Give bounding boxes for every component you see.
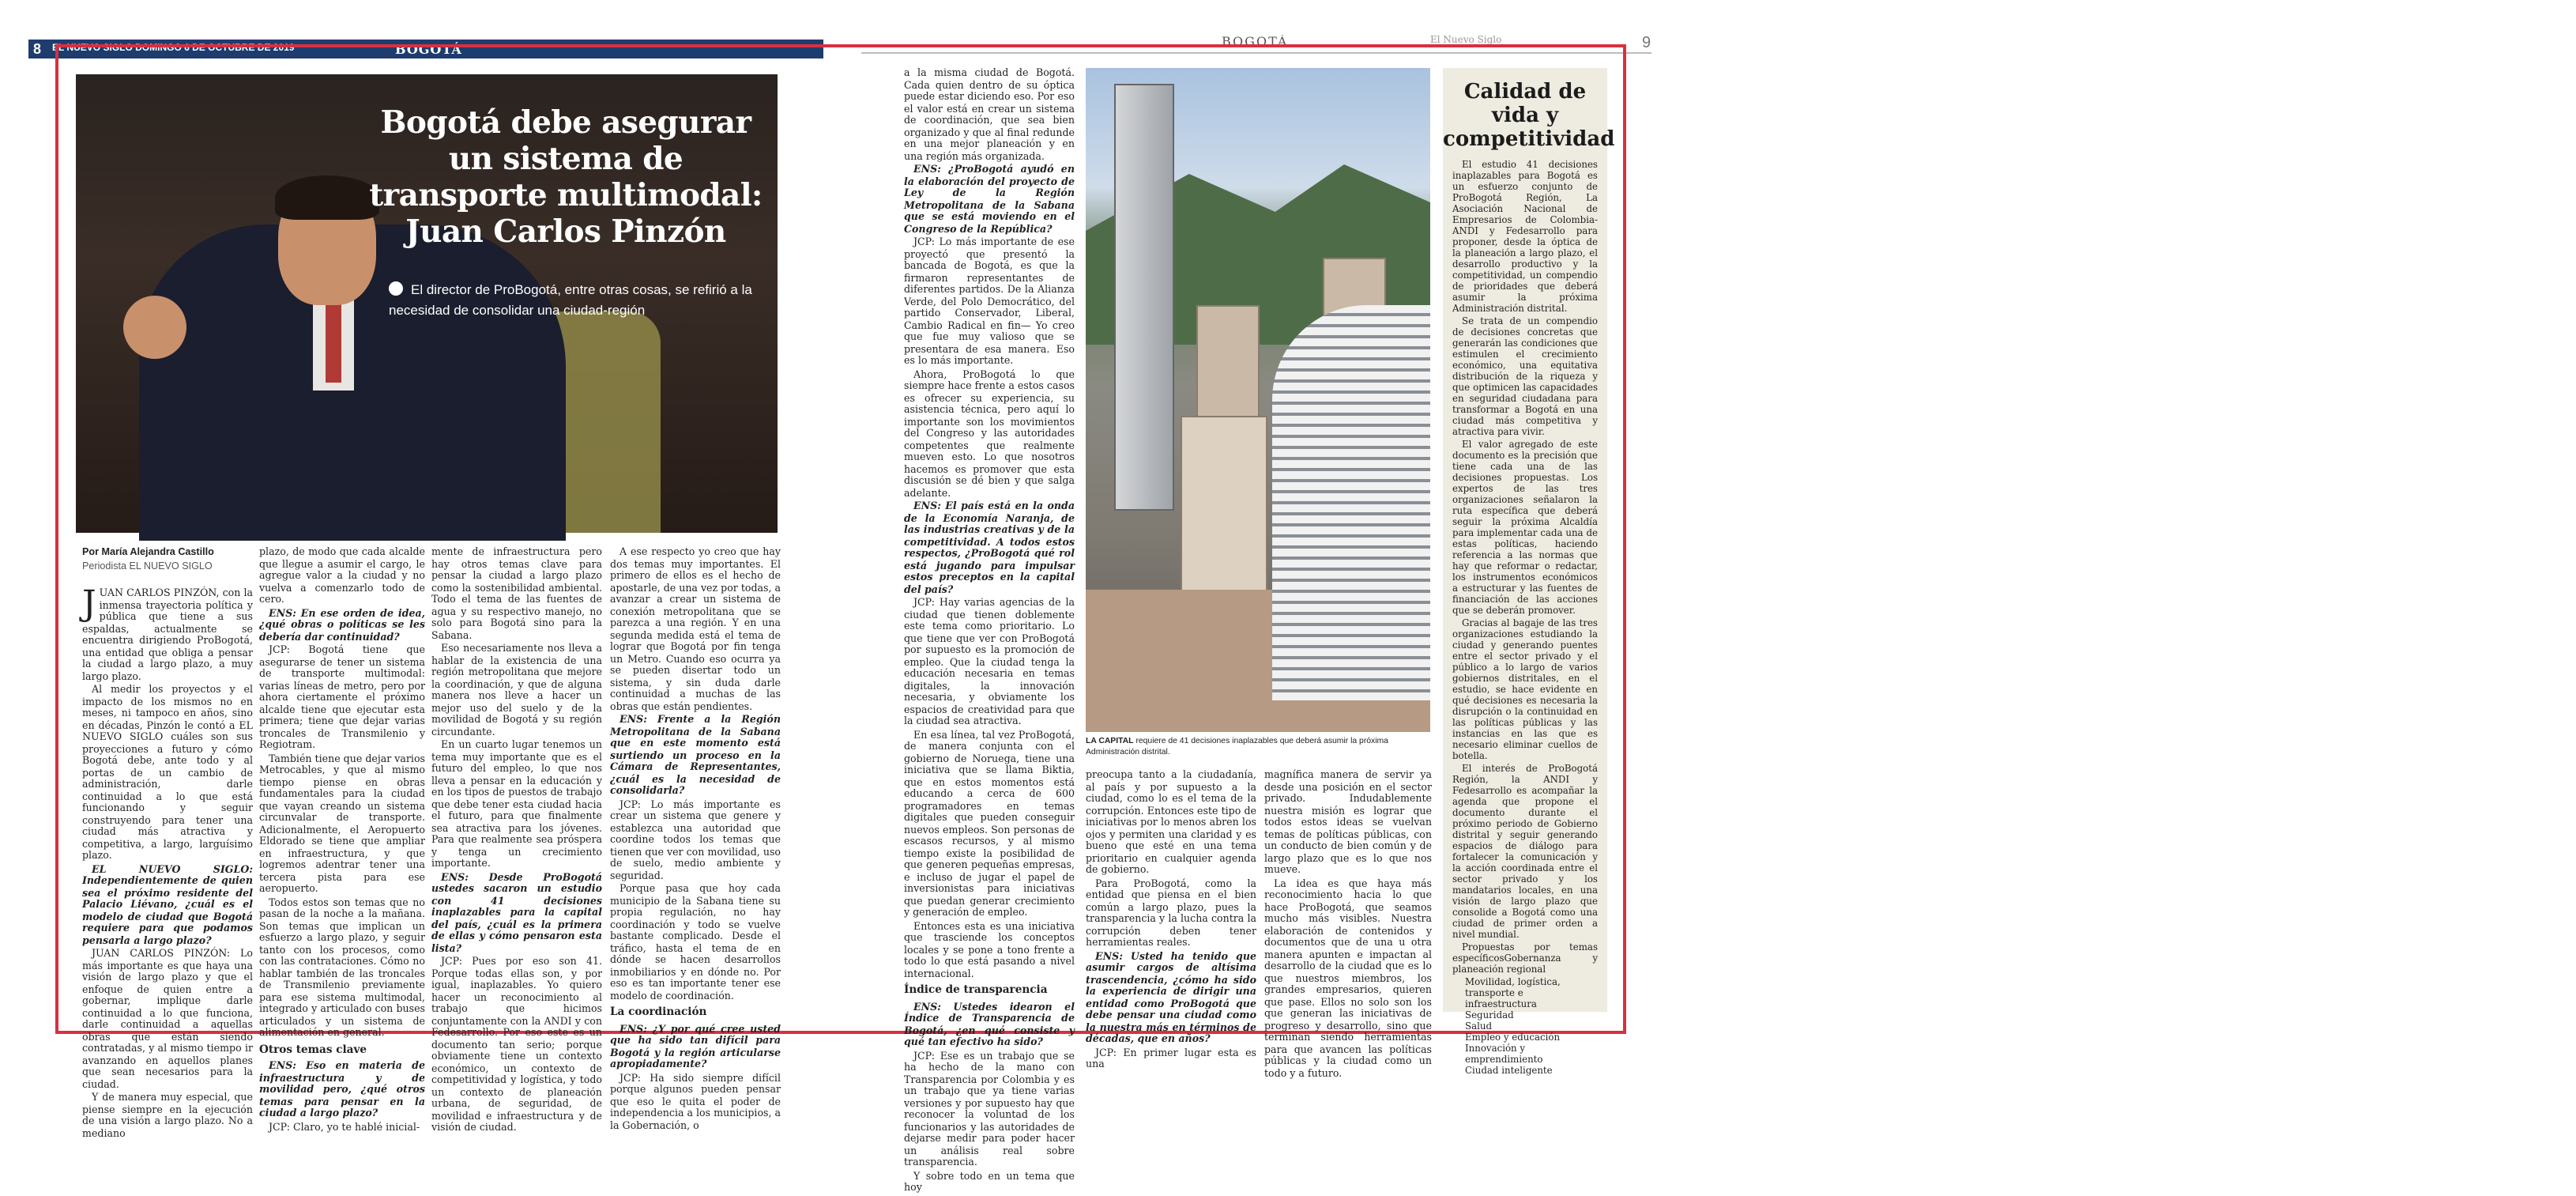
paragraph: Y sobre todo en un tema que hoy	[904, 1171, 1075, 1194]
paragraph: Todos estos son temas que no pasan de la noche a la mañana. Son temas que implican un esfuerzo a largo plazo, y seguir tanto con los procesos, como con las contrataciones. Cómo no hablar también de las troncales de Transmilenio previamente para ese sistema multimodal, integrado y articulado con buses articulados y un sistema de alimentación en general.	[259, 897, 425, 1039]
sidebar-list-item: Salud	[1465, 1023, 1492, 1032]
paragraph: También tiene que dejar varios Metrocables, y que al mismo tiempo piense en obras fundamentales para la ciudad que vayan creando un sistema circunvalar de transporte. Adicionalmente, el Aeropuerto Eldorado se tiene que ampliar en infraestructura, y que logremos adentrar tener una tercera pista para ese aeropuerto.	[259, 753, 425, 895]
curved-building-shape	[1272, 305, 1430, 700]
paragraph: Para ProBogotá, como la entidad que piensa en el bien común a largo plazo, pues la transparencia y la lucha contra la corrupción deben tener herramientas reales.	[1086, 878, 1256, 949]
paragraph: En esa línea, tal vez ProBogotá, de manera conjunta con el gobierno de Noruega, tiene una iniciativa que se llama Biktia, que en estos momentos está educando a cerca de 600 programadores en temas digitales que pueden conseguir nuevos empleos. Son personas de escasos recursos, y al mismo tiempo existe la posibilidad de que generen pequeñas empresas, e incluso de jugar el papel de inversionistas para iniciativas que puedan generar crecimiento y generación de empleo.	[904, 730, 1075, 919]
hand-shape	[123, 296, 186, 359]
sidebar-list-item: Movilidad, logística, transporte e infraestructura	[1465, 979, 1561, 1010]
paragraph: Y de manera muy especial, que piense siempre en la ejecución de una visión a largo plazo. No a mediano	[82, 1092, 253, 1139]
interview-question: EL NUEVO SIGLO: Independientemente de quien sea el próximo residente del Palacio Liévano, ¿cuál es el modelo de ciudad que Bogotá requiere para que podamos pensarla a largo plazo?	[82, 864, 253, 946]
interview-question: ENS: Usted ha tenido que asumir cargos de altísima trascendencia, ¿cómo ha sido la experiencia de dirigir una entidad como ProBogotá que debe pensar una ciudad como la nuestra más en términos de décadas, que en años?	[1086, 951, 1256, 1045]
byline-name: Por María Alejandra Castillo	[82, 547, 214, 558]
sidebar-title: Calidad de vida y competitividad	[1443, 81, 1615, 152]
photo-caption	[1086, 737, 1433, 757]
lead-text: UAN CARLOS PINZÓN, con la inmensa trayectoria política y pública que tiene a sus espaldas, actualmente se encuentra dirigiendo ProBogotá, una entidad que obliga a pensar la ciudad a largo plazo, a muy largo plazo.	[82, 588, 253, 682]
sidebar-list-item: Empleo y educación	[1465, 1034, 1561, 1043]
article-column-5	[904, 68, 1075, 1196]
article-column-2	[259, 547, 425, 1135]
subheading: Índice de transparencia	[904, 983, 1048, 996]
tie-shape	[326, 304, 341, 383]
subheading: Otros temas clave	[259, 1043, 367, 1055]
interview-answer: JCP: Lo más importante es crear un sistema que genere y establezca una autoridad que coordine todos los temas que tienen que ver con movilidad, uso de suelo, medio ambiente y seguridad.	[610, 799, 781, 881]
article-column-7	[1264, 770, 1432, 1081]
paragraph: plazo, de modo que cada alcalde que llegue a asumir el cargo, le agregue valor a la ciudad y no vuelva a comenzarlo todo de cero.	[259, 547, 425, 606]
interview-question: ENS: El país está en la onda de la Economía Naranja, de las industrias creativas y de la competitividad. A todos estos respectos, ¿ProBogotá qué rol está jugando para impulsar estos preceptos en la capital del país?	[904, 501, 1075, 595]
paragraph: Entonces esta es una iniciativa que trasciende los conceptos locales y se pone a tono frente a todo lo que está pasando a nivel internacional.	[904, 921, 1075, 979]
subheading: La coordinación	[610, 1005, 707, 1018]
interview-answer: JCP: Pues por eso son 41. Porque todas ellas son, y por igual, inaplazables. Yo quiero hacer un reconocimiento al trabajo que hicimos conjuntamente con la ANDI y con Fedesarrollo. Por eso este es un documento tan serio; porque obviamente tiene un contexto económico, un contexto de competitividad y logística, y todo un contexto de planeación urbana, de seguridad, de movilidad e infraestructura y de visión de ciudad.	[431, 956, 602, 1134]
article-column-1	[82, 547, 253, 1141]
interview-question: ENS: Desde ProBogotá ustedes sacaron un estudio con 41 decisiones inaplazables para la capital del país, ¿cuál es la primera de ellas y cómo pensaron esta lista?	[431, 872, 602, 954]
sidebar-paragraph: El interés de ProBogotá Región, la ANDI y Fedesarrollo es acompañar la agenda que propone el documento durante el próximo periodo de Gobierno distrital y seguir generando espacios de diálogo para fortalecer la comunicación y la acción coordinada entre el sector privado y los mandatarios locales, en una visión de largo plazo que consolide a Bogotá como una ciudad de primer orden a nivel mundial.	[1452, 765, 1598, 941]
article-column-3	[431, 547, 602, 1136]
interview-answer: JCP: Bogotá tiene que asegurarse de tener un sistema de transporte multimodal: varias líneas de metro, pero por ahora ciertamente el próximo alcalde tiene que ejecutar esta primera; tiene que dejar varias troncales de Transmilenio y Regiotram.	[259, 645, 425, 751]
right-section-label: BOGOTÁ	[1222, 35, 1289, 49]
paragraph: A ese respecto yo creo que hay dos temas muy importantes. El primero de ellos es el hecho de apostarle, de una vez por todas, a avanzar a crear un sistema de conexión metropolitana que se parezca a una región. Y en una segunda medida está el tema de lograr que Bogotá por fin tenga un Metro. Cuando eso ocurra ya se pueden disertar todo un sistema, y sin duda darle continuidad a muchas de las obras que están pendientes.	[610, 547, 781, 712]
interview-question: ENS: En ese orden de idea, ¿qué obras o políticas se les debería dar continuidad?	[259, 608, 425, 643]
paragraph: magnífica manera de servir ya desde una posición en el sector privado. Indudablemente nuestra misión es lograr que todos estos ideas se vuelvan temas de políticas públicas, con un conducto de bien común y de largo plazo que es lo que nos mueve.	[1264, 770, 1432, 876]
lead-paragraph	[82, 585, 253, 683]
paragraph: a la misma ciudad de Bogotá. Cada quien dentro de su óptica puede estar diciendo eso. Por eso el valor está en crear un sistema de coordinación, que sea bien organizado y que al final redunde en una mejor planeación y en una región más organizada.	[904, 68, 1075, 162]
paragraph: mente de infraestructura pero hay otros temas clave para pensar la ciudad a largo plazo como la sostenibilidad ambiental. Todo el tema de las fuentes de agua y su respectivo manejo, no solo para Bogotá sino para la Sabana.	[431, 547, 602, 641]
sidebar-paragraph: El valor agregado de este documento es la precisión que tiene cada una de las decisiones propuestas. Los expertos de las tres organizaciones señalaron la ruta específica que deberá seguir la próxima Alcaldía para implementar cada una de estas políticas, haciendo referencia a las normas que hay que reformar o redactar, los instrumentos económicos a estructurar y las fuentes de financiación de las acciones que se deberán promover.	[1452, 441, 1598, 617]
interview-answer: JCP: Ha sido siempre difícil porque algunos pueden pensar que eso le quita el poder de independencia a los municipios, a la Gobernación, o	[610, 1073, 781, 1131]
sidebar-text	[1443, 161, 1607, 1078]
interview-answer: JCP: En primer lugar esta es una	[1086, 1047, 1256, 1070]
paragraph: La idea es que haya más reconocimiento hacia lo que hace ProBogotá, que seamos mucho más visibles. Nuestra elaboración de contenidos y documentos que de una u otra manera apunten e impactan al desarrollo de la ciudad que es lo que nuestros miembros, los grandes empresarios, quieren que pase. Ellos no solo son los que generan las iniciativas de progreso y desarrollo, sino que terminan siendo herramientas para que avancen las políticas públicas y la ciudad como un todo y a futuro.	[1264, 878, 1432, 1079]
paragraph: preocupa tanto a la ciudadanía, al país y por supuesto a la ciudad, como lo es el tema de la corrupción. Entonces este tipo de iniciativas por lo menos abren los ojos y permiten una claridad y es bueno que esté en una tema prioritario en cualquier agenda de gobierno.	[1086, 770, 1256, 876]
bullet-icon	[389, 281, 403, 296]
sidebar-list-item: Seguridad	[1465, 1012, 1514, 1021]
right-paper-name: El Nuevo Siglo	[1430, 35, 1502, 46]
sidebar-paragraph: Gracias al bagaje de las tres organizaciones estudiando la ciudad y generando puentes entre el sector privado y el público a lo largo de varios gobiernos distritales, en el estudio, se hace evidente en qué decisiones es necesaria la disrupción o la continuidad en las políticas públicas y las instancias en las que es necesario eliminar cuellos de botella.	[1452, 620, 1598, 762]
sidebar-list	[1452, 979, 1598, 1078]
paragraph: Porque pasa que hoy cada municipio de la Sabana tiene su propia regulación, no hay coordinación y todo se vuelve bastante complicado. Desde el tráfico, hasta el tema de en dónde se hacen desarrollos inmobiliarios y en dónde no. Por eso es tan importante tener ese modelo de coordinación.	[610, 884, 781, 1002]
sidebar-list-item: Innovación y emprendimiento	[1465, 1045, 1543, 1066]
interview-question: ENS: Ustedes idearon el Índice de Transparencia de Bogotá, ¿en qué consiste y qué tan efectivo ha sido?	[904, 1002, 1075, 1048]
paragraph: Ahora, ProBogotá lo que siempre hace frente a estos casos es ofrecer su experiencia, su asistencia técnica, pero aquí lo importante son los movimientos del Congreso y las autoridades competentes que realmente mueven esto. Lo que nosotros hacemos es promover que esta discusión se dé bien y que salga adelante.	[904, 369, 1075, 499]
article-column-6	[1086, 770, 1256, 1073]
article-headline: Bogotá debe asegurar un sistema de transporte multimodal: Juan Carlos Pinzón	[369, 104, 763, 250]
sidebar-list-item: Ciudad inteligente	[1465, 1067, 1553, 1077]
interview-answer: JCP: Ese es un trabajo que se ha hecho de la mano con Transparencia por Colombia y es un trabajo que ya tiene varias versiones y por supuesto hay que reconocer la voluntad de los funcionarios y las autoridades de dejarse medir para poder hacer un análisis real sobre transparencia.	[904, 1051, 1075, 1168]
sidebar-paragraph: Propuestas por temas específicosGobernanza y planeación regional	[1452, 944, 1598, 975]
sidebar-paragraph: El estudio 41 decisiones inaplazables para Bogotá es un esfuerzo conjunto de ProBogotá Región, La Asociación Nacional de Empresarios de Colombia-ANDI y Fedesarrollo para proponer, desde la óptica de la planeación a largo plazo, el desarrollo productivo y la competitividad, un compendio de prioridades que deberá asumir la próxima Administración distrital.	[1452, 161, 1598, 315]
city-photo	[1086, 68, 1430, 732]
sidebar-box	[1443, 68, 1615, 1077]
paragraph: En un cuarto lugar tenemos un tema muy importante que es el futuro del empleo, lo que nos lleva a pensar en la educación y en los tipos de puestos de trabajo que debe tener esta ciudad hacia el futuro, para que finalmente sea atractiva para los jóvenes. Para que realmente sea próspera y tenga un crecimiento importante.	[431, 740, 602, 870]
dropcap-letter: J	[82, 585, 96, 624]
left-section-label: BOGOTÁ	[395, 41, 462, 57]
caption-text: requiere de 41 decisiones inaplazables que deberá asumir la próxima Administración distrital.	[1086, 737, 1388, 756]
left-page-number: 8	[33, 41, 42, 57]
subheadline-text: El director de ProBogotá, entre otras cosas, se refirió a la necesidad de consolidar una ciudad-región	[389, 281, 752, 317]
interview-question: ENS: Frente a la Región Metropolitana de la Sabana que en este momento está surtiendo un proceso en la Cámara de Representantes, ¿cuál es la necesidad de consolidarla?	[610, 715, 781, 797]
article-subheadline	[389, 280, 762, 319]
paragraph: Eso necesariamente nos lleva a hablar de la existencia de una región metropolitana que mejore la coordinación, y que de alguna manera nos lleve a hacer un mejor uso del suelo y de la movilidad de Bogotá y su región circundante.	[431, 643, 602, 738]
left-masthead-date: EL NUEVO SIGLO DOMINGO 6 DE OCTUBRE DE 2019	[52, 44, 295, 54]
sidebar-paragraph: Se trata de un compendio de decisiones concretas que generarán las condiciones que estimulen el crecimiento económico, una equitativa distribución de la riqueza y que optimicen las capacidades en seguridad ciudadana para transformar a Bogotá en una ciudad más competitiva y atractiva para vivir.	[1452, 318, 1598, 438]
interview-answer: JUAN CARLOS PINZÓN: Lo más importante es que haya una visión de largo plazo y que el enfoque de quien entre a gobernar, implique darle continuidad a lo que funciona, darle continuidad a aquellas obras que están siendo contratadas, y al mismo tiempo ir avanzando en aquellos planes que sean necesarios para la ciudad.	[82, 949, 253, 1090]
interview-question: ENS: ¿ProBogotá ayudó en la elaboración del proyecto de Ley de la Región Metropolitana de la Sabana que se está moviendo en el Congreso de la República?	[904, 164, 1075, 235]
interview-question: ENS: Eso en materia de infraestructura y de movilidad pero, ¿qué otros temas para pensar en la ciudad a largo plazo?	[259, 1061, 425, 1119]
tower-shape	[1114, 84, 1174, 511]
interview-question: ENS: ¿Y por qué cree usted que ha sido tan difícil para Bogotá y la región articularse apropiadamente?	[610, 1024, 781, 1070]
paragraph: Al medir los proyectos y el impacto de los mismos no en meses, ni tampoco en años, sino en décadas, Pinzón le contó a EL NUEVO SIGLO cuáles son sus proyecciones a futuro y cómo Bogotá debe, ante todo y al portas de un cambio de administración, darle continuidad a lo que está funcionando y seguir construyendo para tener una ciudad más atractiva y competitiva, a largo, larguísimo plazo.	[82, 685, 253, 862]
article-column-4	[610, 547, 781, 1134]
interview-answer: JCP: Lo más importante de ese proyectó que presentó la bancada de Bogotá, es que la firmaron representantes de diferentes partidos. De la Alianza Verde, del Polo Democrático, del partido Conservador, Liberal, Cambio Radical en fin— Yo creo que fue muy valioso que se presentara de esa manera. Eso es lo más importante.	[904, 237, 1075, 367]
building-shape	[1181, 416, 1267, 606]
caption-label: LA CAPITAL	[1086, 737, 1134, 746]
interview-answer: JCP: Claro, yo te hablé inicial-	[269, 1122, 420, 1133]
right-page-number: 9	[1642, 35, 1651, 52]
interview-answer: JCP: Hay varias agencias de la ciudad que tienen doblemente este tema como prioritario. Lo que tiene que ver con ProBogotá por supuesto es la promoción de empleo. Que la ciudad tenga la educación necesaria en temas digitales, la innovación necesaria, y obviamente los espacios de creatividad para que la ciudad sea atractiva.	[904, 598, 1075, 727]
byline-role: Periodista EL NUEVO SIGLO	[82, 560, 213, 572]
